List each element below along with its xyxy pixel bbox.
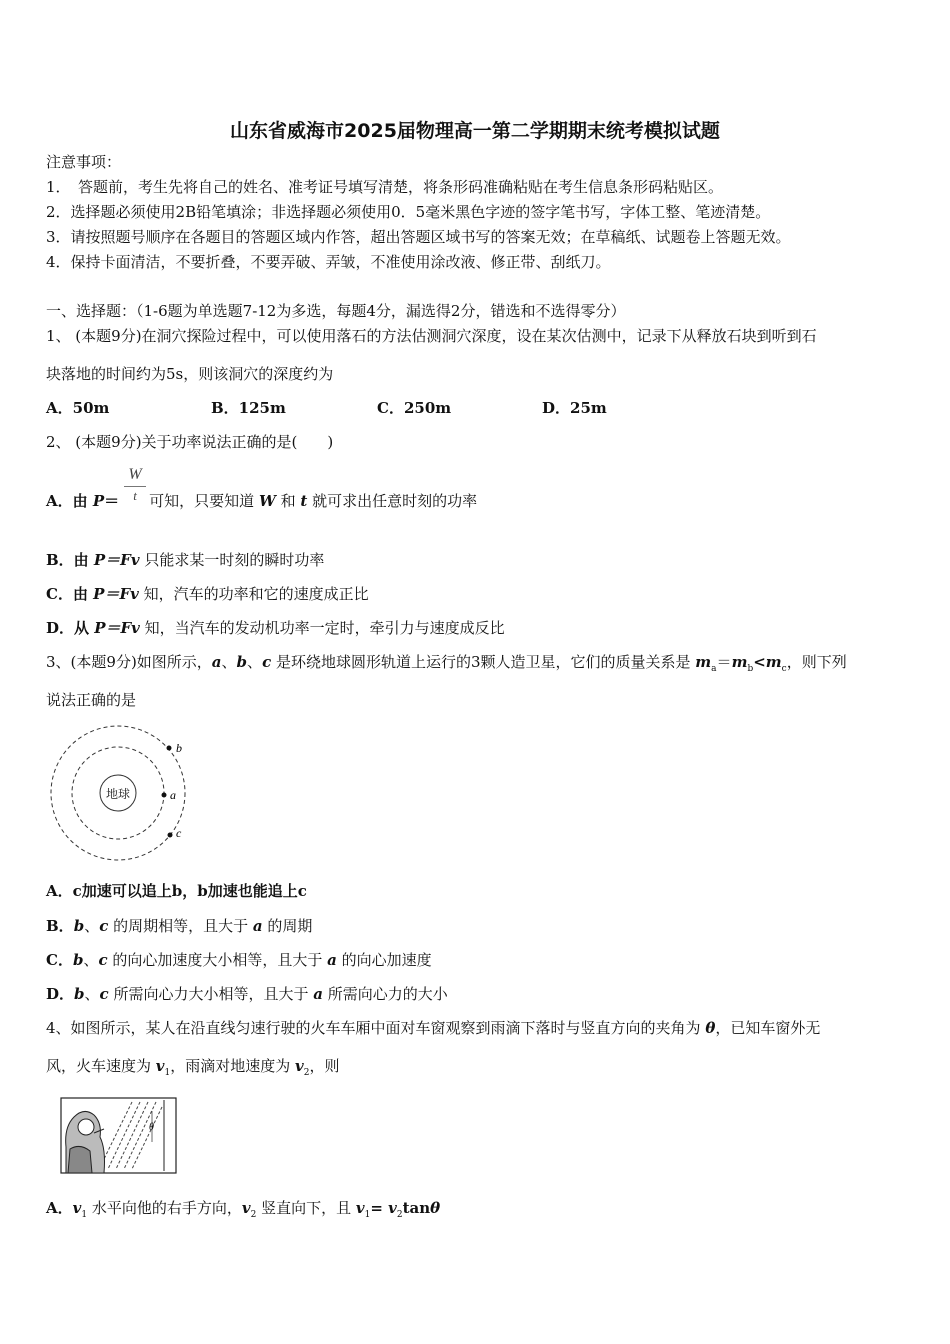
q3-option-c: C．b、c 的向心加速度大小相等，且大于 a 的向心加速度 <box>46 951 432 969</box>
q2-option-d: D．从 P＝Fv 知，当汽车的发动机功率一定时，牵引力与速度成反比 <box>46 619 505 637</box>
angle-label: θ <box>149 1122 154 1133</box>
q1-stem-line2: 块落地的时间约为5s，则该洞穴的深度约为 <box>46 365 334 383</box>
satellite-a <box>162 793 167 798</box>
q1-option-a: A．50m <box>46 399 110 417</box>
q2-option-b: B．由 P＝Fv 只能求某一时刻的瞬时功率 <box>46 551 325 569</box>
satellite-b-label: b <box>176 741 182 755</box>
q3-option-a: A．c加速可以追上b，b加速也能追上c <box>46 882 307 900</box>
notice-item-4: 4．保持卡面清洁，不要折叠，不要弄破、弄皱，不准使用涂改液、修正带、刮纸刀。 <box>46 253 611 271</box>
notice-item-1: 1． 答题前，考生先将自己的姓名、准考证号填写清楚，将条形码准确粘贴在考生信息条形码粘贴区。 <box>46 178 724 196</box>
q2-option-a: A．由 P＝ 可知，只要知道 W 和 t 就可求出任意时刻的功率 <box>46 492 478 510</box>
notice-item-3: 3．请按照题号顺序在各题目的答题区域内作答，超出答题区域书写的答案无效；在草稿纸、试题卷上答题无效。 <box>46 228 791 246</box>
satellite-b <box>167 746 172 751</box>
q2-stem: 2、 (本题9分)关于功率说法正确的是( ) <box>46 433 334 451</box>
fraction-bar <box>124 486 146 487</box>
q3-option-b: B．b、c 的周期相等，且大于 a 的周期 <box>46 917 313 935</box>
section-heading: 一、选择题：（1-6题为单选题7-12为多选，每题4分，漏选得2分，错选和不选得零分） <box>46 302 626 320</box>
q4-stem-line2: 风，火车速度为 $v_1$，雨滴对地速度为 $v_2$，则 <box>46 1057 340 1078</box>
notice-item-2: 2．选择题必须使用2B铅笔填涂；非选择题必须使用0．5毫米黑色字迹的签字笔书写，字体工整、笔迹清楚。 <box>46 203 771 221</box>
orbit-diagram <box>46 722 196 864</box>
fraction-numerator: W <box>128 466 142 483</box>
q4-option-a: A．$v_1$ 水平向他的右手方向，$v_2$ 竖直向下，且 $v_1= v_2\tan\theta$ <box>46 1199 441 1220</box>
train-window-diagram <box>60 1097 178 1175</box>
q3-option-d: D．b、c 所需向心力大小相等，且大于 a 所需向心力的大小 <box>46 985 448 1003</box>
q1-option-b: B．125m <box>211 399 286 417</box>
q2-option-c: C．由 P＝Fv 知，汽车的功率和它的速度成正比 <box>46 585 369 603</box>
page-title: 山东省威海市2025届物理高一第二学期期末统考模拟试题 <box>230 120 720 142</box>
satellite-c <box>168 833 173 838</box>
satellite-c-label: c <box>176 826 182 840</box>
earth-label: 地球 <box>105 787 131 801</box>
q1-stem-line1: 1、 (本题9分)在洞穴探险过程中，可以使用落石的方法估测洞穴深度，设在某次估测中，记录下从释放石块到听到石 <box>46 327 817 345</box>
q4-stem-line1: 4、如图所示，某人在沿直线匀速行驶的火车车厢中面对车窗观察到雨滴下落时与竖直方向的夹角为 θ，已知车窗外无 <box>46 1019 821 1037</box>
q3-stem-line2: 说法正确的是 <box>46 691 137 709</box>
q1-option-c: C．250m <box>377 399 452 417</box>
fraction-denominator: t <box>133 488 137 503</box>
q1-option-d: D．25m <box>542 399 607 417</box>
satellite-a-label: a <box>170 788 176 802</box>
notice-heading: 注意事项： <box>46 153 122 171</box>
q3-stem-line1: 3、(本题9分)如图所示，a、b、c 是环绕地球圆形轨道上运行的3颗人造卫星，它们的质量关系是 $m_a=m_b<m_c$，则下列 <box>46 653 847 674</box>
